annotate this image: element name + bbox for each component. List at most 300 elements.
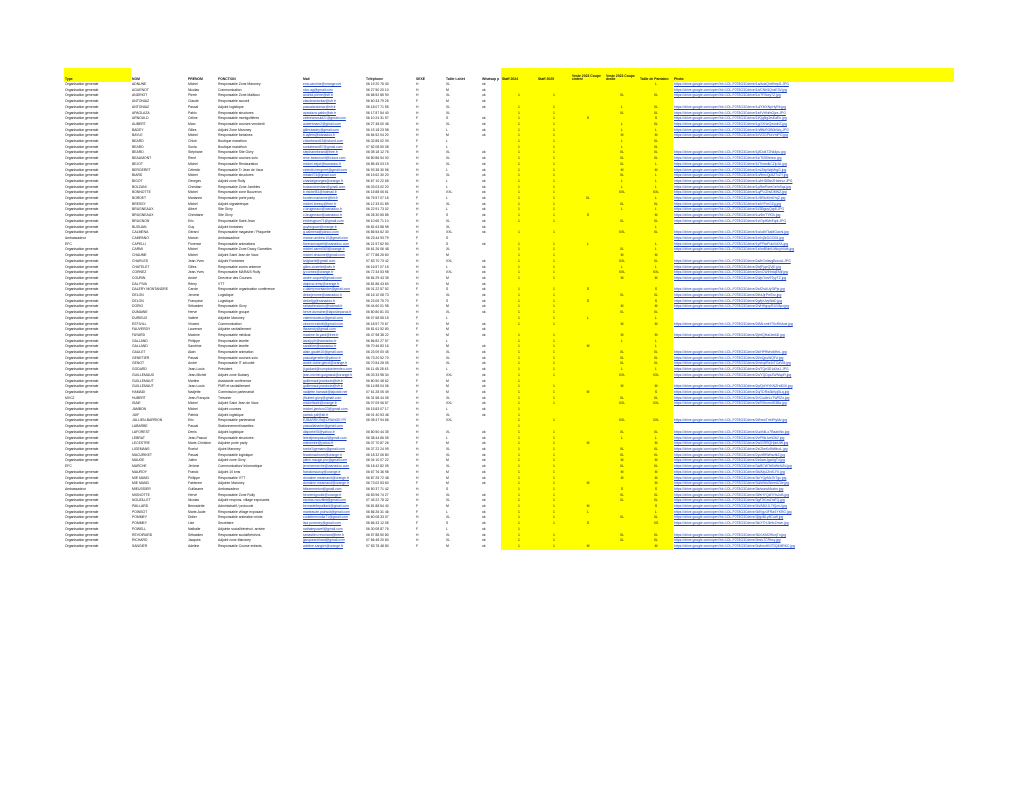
cell-nom: BEARD [132,139,144,144]
cell-photo[interactable]: https://drive.google.com/open?id=1OL-F0T8G3Cdrive/2k/HPf9vhx6HnL.jpg [674,350,787,355]
cell-photo[interactable]: https://drive.google.com/open?id=1OL-F0T8G3Cdrive/1z/lmBNmUrNuyhVdk.jpg [674,247,795,252]
cell-mail[interactable]: florencecapelli@wanadoo.com [303,241,350,246]
cell-mail[interactable]: stephanebeard@free.fr [303,150,338,155]
cell-taille-tshirt: XL [446,224,451,229]
cell-veste-droite: L [605,265,639,271]
cell-photo[interactable]: https://drive.google.com/open?id=1OL-F0T8G3Cdrive/2s/RJbvrmW3Ba.jpg [674,401,787,406]
cell-staff-2025: 1 [537,493,571,499]
cell-photo[interactable]: https://drive.google.com/open?id=1OL-F0T8G3Cdrive/2r/CsdbrLcTWRZo.jpg [674,395,790,400]
cell-taille-pantalon: XL [639,293,673,299]
cell-photo[interactable]: https://drive.google.com/open?id=1OL-F0T8G3Cdrive/3e/sszwMczbn.jpg [674,486,784,491]
cell-photo[interactable]: https://drive.google.com/open?id=1OL-F0T8G3Cdrive/2z/kwnJgaXgTv.jpg [674,458,785,463]
cell-tel: 06 07 70 87 26 [366,441,389,446]
cell-nom: BAYLE [132,133,143,138]
cell-photo[interactable]: https://drive.google.com/open?id=1OL-F0T8G3Cdrive/2y/ztfHWrtszfkZ.jpg [674,452,786,457]
cell-photo[interactable]: https://drive.google.com/open?id=1OL-F0T8G3Cdrive/3f/eHYQzRYtsJoB.jpg [674,492,789,497]
cell-photo[interactable]: https://drive.google.com/open?id=1OL-F0T8G3Cdrive/3a/8CWTeBrWeNZd.jpg [674,464,792,469]
cell-staff-2025: 1 [537,190,571,196]
cell-sexe: H [416,93,419,98]
cell-mail[interactable]: ericbrugnon71@gmail.com [303,218,344,223]
cell-mail[interactable]: mbiard74@gmail.com [303,173,337,178]
cell-staff-2024: 1 [501,179,537,185]
cell-mail[interactable]: delonjerome@wanadoo.fr [303,293,342,298]
cell-mail[interactable]: dalpiva.remy@orange.fr [303,281,340,286]
cell-photo[interactable]: https://drive.google.com/open?id=1OL-F0T8G3Cdrive/1p/5mRcreGefnSqs.jpg [674,184,791,189]
cell-prenom: Michel [188,161,198,166]
cell-mail[interactable]: jfhubert.givry@gmail.com [303,395,342,400]
cell-photo[interactable]: https://drive.google.com/open?id=1OL-F0T8G3Cdrive/2g/fpUvyWaD.jpg [674,298,782,303]
cell-veste-droite: XL [605,361,639,367]
cell-mail[interactable]: michelisaie@orange.fr [303,401,337,406]
cell-photo[interactable]: https://drive.google.com/open?id=1OL-F0T8G3Cdrive/1a/AdzQnWmpG.JPG [674,82,789,86]
cell-taille-pantalon: L [639,436,673,442]
cell-staff-2024: 1 [501,344,537,350]
cell-staff-2025: 1 [537,441,571,447]
cell-whatsapp: ok [482,213,486,218]
cell-staff-2024: 1 [501,441,537,447]
cell-veste-droite: M [605,384,639,390]
cell-prenom: Michel [188,201,198,206]
cell-mail[interactable]: pascalantoniaz@sfr.fr [303,104,336,109]
cell-taille-pantalon: L [639,207,673,213]
cell-type: Organisation generale [65,93,99,98]
cell-mail[interactable]: lavaly.ph@wanadoo.fr [303,338,337,343]
cell-whatsapp: ok [482,389,486,394]
cell-mail[interactable]: mlecestre@yahoo.fr [303,441,334,446]
cell-taille-pantalon: XL [639,145,673,151]
cell-sexe: H [416,82,419,86]
cell-prenom: Denis [188,429,197,434]
cell-veste-droite: L [605,185,639,191]
cell-photo[interactable]: https://drive.google.com/open?id=1OL-F0T8G3Cdrive/2o/YQDpxZWNlcpR.jpg [674,372,792,377]
cell-tel: 06 31 58 44 05 [366,395,389,400]
cell-prenom: Claude [188,99,199,104]
cell-staff-2024: 1 [501,219,537,225]
cell-tel: 07 77 88 26 60 [366,253,389,258]
cell-mail[interactable]: marieaude.poinsot@gmail.com [303,509,350,514]
cell-photo[interactable]: https://drive.google.com/open?id=1OL-F0T8G3Cdrive/2l/wQpuWQFd.jpg [674,355,784,360]
cell-photo[interactable]: https://drive.google.com/open?id=1OL-F0T8G3Cdrive/2f/uUjrPmTcc.jpg [674,293,782,298]
cell-fonction: Adjoint signaleteque [218,201,249,206]
cell-mail[interactable]: jean-michel.guignaud@orange.fr [303,372,353,377]
cell-photo[interactable]: https://drive.google.com/open?id=1OL-F0T8G3Cdrive/2b/jFjqxQVjE.jpg [674,264,781,269]
cell-taille-tshirt: XL [446,293,451,298]
cell-mail[interactable]: sandrine@wanadoo.fr [303,344,337,349]
cell-mail[interactable]: EJBARRION@ORANGE.FR [303,418,347,423]
cell-veste-droite: XL [605,533,639,539]
cell-prenom: Michel [188,401,198,406]
cell-fonction: Communication/ Informatique [218,464,263,469]
cell-mail[interactable]: manon.ambinc10@gmail.com [303,235,348,240]
cell-mail[interactable]: vincent.estivill@gmail.com [303,321,343,326]
cell-nom: SANGIER [132,543,148,548]
cell-sexe: F [416,287,419,292]
cell-nom: HAMADI [132,389,146,394]
cell-sexe: H [416,173,419,178]
cell-photo[interactable]: https://drive.google.com/open?id=1OL-F0T8G3Cdrive/1q/PLGNvDMNZ.jpg [674,190,787,195]
cell-veste-cintree: L [571,242,605,248]
cell-mail[interactable]: michel.chaume@gmail.com [303,253,345,258]
cell-mail[interactable]: guillemaut.jeanlouis@sfr.fr [303,384,343,389]
cell-mail[interactable]: lebratjeanpascal@gmail.com [303,435,347,440]
cell-mail[interactable]: sebastiendorio@hotmail.fr [303,304,343,309]
cell-photo[interactable]: https://drive.google.com/open?id=1OL-F0T8G3Cdrive/3l/z1KM2HlvqTn.jpg [674,532,787,537]
cell-type: Organisation generale [65,116,99,121]
cell-taille-tshirt: M [446,304,449,309]
cell-fonction: Président [218,367,233,372]
cell-veste-cintree: S [571,521,605,527]
cell-taille-pantalon: S [639,116,673,122]
cell-mail[interactable]: domaine.meamand@orange.fr [303,481,350,486]
cell-photo[interactable]: https://drive.google.com/open?id=1OL-F0T8G3Cdrive/3j/gxBLy8CuW.jpg [674,515,784,520]
cell-mail[interactable]: chantalgeorges@orange.fr [303,178,344,183]
cell-photo[interactable]: https://drive.google.com/open?id=1OL-F0T8G3Cdrive/1c/7F0kxy7Z.jpg [674,93,781,98]
cell-photo[interactable]: https://drive.google.com/open?id=1OL-F0T8G3Cdrive/1g/JXNzQmcdnZ.jpg [674,121,787,126]
cell-fonction: Responsable courses solo [218,355,258,360]
cell-photo[interactable]: https://drive.google.com/open?id=1OL-F0T8G3Cdrive/1t/3BguyQqr8.JPG [674,207,785,212]
cell-photo[interactable]: https://drive.google.com/open?id=1OL-F0T8G3Cdrive/2p/QdYtYKNZHdDXl.jpg [674,384,793,389]
cell-sexe: H [416,395,419,400]
cell-taille-tshirt: XL [446,532,451,537]
cell-photo[interactable]: https://drive.google.com/open?id=1OL-F0T8G3Cdrive/1h/lBkRGB0bWq.JPG [674,127,789,132]
cell-whatsapp: ok [482,332,486,337]
cell-photo[interactable]: https://drive.google.com/open?id=1OL-F0T8G3Cdrive/1l/TmwdkCZlpJA.jpg [674,161,787,166]
cell-veste-droite: XL [605,493,639,499]
cell-mail[interactable]: celinearnould21@gmail.com [303,116,346,121]
cell-whatsapp: ok [482,475,486,480]
cell-tel: 06 15 88 06 61 [366,190,389,195]
cell-nom: CALMENA [132,230,149,235]
cell-mail[interactable]: bordet.marianne@hit.fr [303,196,338,201]
cell-photo[interactable]: https://drive.google.com/open?id=1OL-F0T8G3Cdrive/2x/ZkeKz8hMnoL.jpg [674,447,788,451]
cell-veste-droite: XL [605,430,639,436]
cell-prenom: Jerome [188,293,200,298]
cell-prenom: Pierre [188,93,198,98]
cell-prenom: Georges [188,178,202,183]
cell-photo[interactable]: https://drive.google.com/open?id=1OL-F0T8G3Cdrive/1o/hHDBtnZHxbrvz.JPG [674,178,793,183]
cell-tel: 06 73 20 52 70 [366,355,389,360]
cell-mail[interactable]: fewalmachuret@orange.fr [303,452,343,457]
cell-type: Organisation generale [65,389,99,394]
cell-photo[interactable]: https://drive.google.com/open?id=1OL-F0T8G3Cdrive/3n/ksuHN7DQ4MRKC.jpg [674,543,795,548]
cell-mail[interactable]: gilles.chatelet@wfc.fr [303,264,336,269]
cell-taille-pantalon: XXL [639,373,673,379]
cell-taille-tshirt: XL [446,150,451,155]
cell-mail[interactable]: soniabeard57@gmail.com [303,144,343,149]
cell-fonction: Responsable Zone Dracy Garnelles [218,247,272,252]
cell-mail[interactable]: dlaporte05@yahoo.fr [303,429,335,434]
cell-tel: 06 61 26 06 48 [366,247,389,252]
cell-photo[interactable]: https://drive.google.com/open?id=1OL-F0T8G3Cdrive/1w/u8rTkaMGaxhl.jpg [674,230,789,235]
cell-taille-pantalon: L [639,185,673,191]
cell-mail[interactable]: bernadettepaillard@gmail.com [303,504,350,509]
cell-taille-pantalon: XL [639,259,673,265]
cell-prenom: Jacques [188,538,201,543]
cell-mail[interactable]: nadjette.hamadi@laposte.net [303,389,348,394]
cell-mail[interactable]: guybuguan@orange.fr [303,224,337,229]
cell-veste-droite: L [605,179,639,185]
cell-mail[interactable]: julien.mauge.pro@gmail.com [303,458,347,463]
cell-mail[interactable]: apaolaza.pablo@sfr.fr [303,110,337,115]
cell-fonction: Responsable structures [218,435,254,440]
cell-nom: REVOIRARD [132,532,153,537]
cell-mail[interactable]: michel.bejot@wanadoo.fr [303,161,342,166]
cell-staff-2025: 1 [537,185,571,191]
cell-mail[interactable]: domaine.meamand@orange.fr [303,475,350,480]
cell-type: Organisation generale [65,441,99,446]
cell-nom: BOLZANI [132,184,147,189]
cell-nom: BRUGNON [132,218,150,223]
cell-veste-droite: L [605,367,639,373]
cell-tel: 06 21 57 62 50 [366,241,389,246]
cell-mail[interactable]: chloebeard15@icloud.com [303,139,344,144]
cell-prenom: Jean-François [188,395,210,400]
cell-type: Organisation generale [65,110,99,115]
cell-mail[interactable]: lvdglaeril@gmail.com [303,258,336,263]
cell-staff-2024: 1 [501,527,537,533]
cell-type: Ambassadeur [65,235,86,240]
cell-mail[interactable]: jeromemarche@wanadoo.com [303,464,350,469]
cell-type: Organisation generale [65,293,99,298]
cell-mail[interactable]: rene.beaumont@icloud.com [303,156,346,161]
cell-fonction: Adjoint logistique [218,429,244,434]
cell-mail[interactable]: michel.carmi060@orange.fr [303,247,345,252]
cell-photo[interactable]: https://drive.google.com/open?id=1OL-F0T8G3Cdrive/1f/QgBg3rsEaEn.jpg [674,116,787,121]
cell-photo[interactable]: https://drive.google.com/open?id=1OL-F0T8G3Cdrive/3m/u7CRhxy.jpg [674,538,781,543]
cell-tel: 06 50 37 71 42 [366,486,389,491]
cell-mail[interactable]: b.aylem@wanadoo.fr [303,133,336,138]
cell-photo[interactable]: https://drive.google.com/open?id=1OL-F0T8G3Cdrive/1r/5RtuKhr6YqZ.jpg [674,196,786,201]
cell-photo[interactable]: https://drive.google.com/open?id=1OL-F0T8G3Cdrive/1d/YMXNpHyRb.jpg [674,104,787,109]
cell-tel: 06 08 47 94 66 [366,418,389,423]
cell-mail[interactable]: alain.gaulet10@gmail.com [303,350,344,355]
cell-photo[interactable]: https://drive.google.com/open?id=1OL-F0T8G3Cdrive/1y/PRwFuloVdXA.jpg [674,241,789,246]
cell-tel: 06 14 88 04 06 [366,384,389,389]
cell-nom: GALLAND [132,344,148,349]
cell-mail[interactable]: aubertmarc2@gmail.com [303,121,341,126]
cell-photo[interactable]: https://drive.google.com/open?id=1OL-F0T8G3Cdrive/3d/sKtfuWmeAGle.jpg [674,481,790,486]
cell-mail[interactable]: ena.caroline@orange.net [303,82,342,86]
cell-veste-droite: M [605,476,639,482]
cell-mail[interactable]: lisa.pommey@gmail.com [303,521,341,526]
cell-prenom: Christiane [188,213,204,218]
cell-taille-pantalon: XXL [639,270,673,276]
cell-mail[interactable]: michel.bressy@free.fr [303,201,337,206]
cell-mail[interactable]: maxime.fa yard@free.fr [303,332,339,337]
cell-photo[interactable]: https://drive.google.com/open?id=1OL-F0T8G3Cdrive/3c/YQpMc7bTgc.jpg [674,475,787,480]
cell-mail[interactable]: pascallabarbe@gmail.com [303,424,344,429]
cell-mail[interactable]: roelof.ligemans@gmail.com [303,447,345,451]
cell-prenom: Nadjette [188,389,201,394]
cell-nom: BEARD [132,144,144,149]
cell-photo[interactable]: https://drive.google.com/open?id=1OL-F0T8G3Cdrive/2c/vCWIHntqEMjf.jpg [674,270,788,275]
cell-photo[interactable]: https://drive.google.com/open?id=1OL-F0T8G3Cdrive/1u/4mTYfGh.jpg [674,213,781,218]
cell-mail[interactable]: andre.claire.genot@orange.fr [303,361,348,366]
cell-mail[interactable]: b.michel51@hotmail.fr [303,190,337,195]
cell-photo[interactable]: https://drive.google.com/open?id=1OL-F0T8G3Cdrive/2h/HHgopR1iV8pv.jpg [674,304,789,309]
cell-mail[interactable]: bolzanichristian@gmail.com [303,184,346,189]
cell-whatsapp: ok [482,178,486,183]
cell-staff-2024: 1 [501,128,537,134]
cell-taille-tshirt: XXL [446,258,453,263]
cell-mail[interactable]: pascalgenetier@yahoo.fr [303,355,341,360]
cell-fonction: Responsable courses vendredi [218,121,265,126]
cell-type: Organisation generale [65,481,99,486]
cell-mail[interactable]: jl.godard@comptoirdemdeu.com [303,367,353,372]
cell-photo[interactable]: https://drive.google.com/open?id=1OL-F0T8G3Cdrive/1m/ZdpWqMrgG.jpg [674,167,787,172]
cell-taille-pantalon: XL [639,111,673,117]
cell-photo[interactable]: https://drive.google.com/open?id=1OL-F0T8G3Cdrive/1n/9mcQp5Z7xZY.jpg [674,173,789,178]
cell-nom: DORIO [132,304,144,309]
cell-staff-2024: 1 [501,379,537,385]
cell-mail[interactable]: valeriedurieux@gmail.com [303,315,344,320]
cell-staff-2024: 1 [501,230,537,236]
cell-tel: 06 27 50 20 10 [366,87,389,92]
cell-staff-2024: 1 [501,498,537,504]
cell-taille-tshirt: XL [446,498,451,503]
cell-type: Organisation generale [65,247,99,252]
cell-photo[interactable]: https://drive.google.com/open?id=1OL-F0T8G3Cdrive/3h/ABXJL7fQznJ.jpg [674,504,787,509]
cell-mail[interactable]: nicolas.nouzillet@gmail.com [303,498,346,503]
cell-veste-droite: M [605,304,639,310]
cell-nom: BRUGNEAUX [132,213,154,218]
cell-mail[interactable]: andre.coquet@gmail.com [303,275,342,280]
cell-type: Organisation generale [65,332,99,337]
cell-photo[interactable]: https://drive.google.com/open?id=1OL-F0T8G3Cdrive/1k/TtSBhmnc.jpg [674,156,782,161]
cell-mail[interactable]: jjacquesrichard@gmail.com [303,538,345,543]
cell-taille-tshirt: XL [446,247,451,252]
cell-photo[interactable]: https://drive.google.com/open?id=1OL-F0T8G3Cdrive/2w/GRRQHpbUW.jpg [674,441,789,446]
cell-photo[interactable]: https://drive.google.com/open?id=1OL-F0T8G3Cdrive/1i/VOGPkxVmPO.jpg [674,133,788,138]
cell-mail[interactable]: hlbumeneton@gmail.com [303,486,342,491]
cell-staff-2024: 1 [501,122,537,128]
cell-sexe: H [416,464,419,469]
cell-mail[interactable]: patrick.juif@sfr.fr [303,412,329,417]
cell-sexe: F [416,196,419,201]
cell-nom: BUGUAN [132,224,147,229]
cell-sexe: F [416,116,419,121]
cell-mail[interactable]: g.calmena@yahoo.com [303,230,339,235]
cell-type: Organisation generale [65,384,99,389]
cell-photo[interactable]: https://drive.google.com/open?id=1OL-F0T8G3Cdrive/2i/MLsmHTKcRbAoe.jpg [674,321,793,326]
cell-mail[interactable]: lfauverdy@gmail.com [303,327,336,332]
cell-staff-2024: 1 [501,515,537,521]
cell-whatsapp: ok [482,293,486,298]
cell-staff-2025: 1 [537,162,571,168]
cell-taille-tshirt: XXL [446,190,453,195]
cell-mail[interactable]: herve.dumaine@laposteparus.fr [303,310,352,315]
cell-prenom: Françoise [188,298,203,303]
cell-prenom: Albert [188,207,197,212]
cell-fonction: Ajoint Maroney [218,447,241,451]
cell-mail[interactable]: c.dalerymontandre@gmail.com [303,287,350,292]
cell-fonction: Adjoint zone Buxtary [218,372,250,377]
cell-photo[interactable]: https://drive.google.com/open?id=1OL-F0T8G3Cdrive/2v/PMrJwhOb2.jpg [674,435,785,440]
cell-mail[interactable]: michel.jambon23@gmail.com [303,407,348,412]
cell-sexe: H [416,418,419,423]
cell-fonction: Responsable magasine / Plaquette [218,230,271,235]
cell-photo[interactable]: https://drive.google.com/open?id=1OL-F0T8G3Cdrive/3i/lVgz3FRaSYKRO.jpg [674,509,792,514]
cell-sexe: H [416,281,419,286]
cell-mail[interactable]: guillemaut.jeanlouis@sfr.fr [303,378,343,383]
cell-staff-2024: 1 [501,453,537,459]
cell-photo[interactable]: https://drive.google.com/open?id=1OL-F0T8G3Cdrive/1x/Ivj3rDGCK6.jpg [674,235,784,240]
cell-fonction: Responsable village exposant [218,509,264,514]
cell-mail[interactable]: celestin.bergeret@gmail.com [303,167,347,172]
cell-type: Organisation generale [65,161,99,166]
cell-mail[interactable]: nathalepowell@gmail.com [303,526,343,531]
cell-photo[interactable]: https://drive.google.com/open?id=1OL-F0T8G3Cdrive/2t/hwnTmhFtyMz.jpg [674,418,788,423]
cell-photo[interactable]: https://drive.google.com/open?id=1OL-F0T8G3Cdrive/3g/lTtGmZmFQ.jpg [674,498,785,503]
cell-photo[interactable]: https://drive.google.com/open?id=1OL-F0T8G3Cdrive/2m/nqtRz4vTCaVM.jpg [674,361,791,366]
cell-fonction: Adjoint Zone Maroney [218,127,252,132]
cell-photo[interactable]: https://drive.google.com/open?id=1OL-F0T8G3Cdrive/2n/TQe3D1dXa1.JPG [674,367,789,372]
cell-fonction: Boutique marathon [218,139,247,144]
cell-fonction: Boutique marathon [218,144,247,149]
cell-photo[interactable]: https://drive.google.com/open?id=1OL-F0T8G3Cdrive/2e/lZsAUyStPjs.jpg [674,287,785,292]
cell-photo[interactable]: https://drive.google.com/open?id=1OL-F0T8G3Cdrive/3b/AfpJZrxEJYI.jpg [674,469,785,474]
cell-prenom: Fabienne [188,481,203,486]
cell-fonction: Logistique [218,298,234,303]
cell-nom: ANTONIAZ [132,104,150,109]
cell-mail[interactable]: delonfjg@wanadoo.fr [303,298,336,303]
cell-fonction: Responsable structures [218,173,254,178]
cell-tel: 06 37 22 24 09 [366,447,389,451]
cell-photo[interactable]: https://drive.google.com/open?id=1OL-F0T8G3Cdrive/1s/kYFmGZg.jpg [674,201,782,206]
cell-fonction: Responsable courses solo [218,156,258,161]
cell-photo[interactable]: https://drive.google.com/open?id=1OL-F0T8G3Cdrive/2d/pOmv9TyyTZ.jpg [674,275,787,280]
cell-staff-2024: 1 [501,270,537,276]
cell-mail[interactable]: andriot.pierre@sfr.fr [303,93,334,98]
cell-type: Organisation generale [65,150,99,155]
cell-mail[interactable]: coutetemondia71@gmail.com [303,515,348,520]
cell-photo[interactable]: https://drive.google.com/open?id=1OL-F0T8G3Cdrive/2a/hGnIavgBocoA.JPG [674,258,791,263]
cell-mail[interactable]: nico.ag@gmail.com [303,87,333,92]
cell-type: Organisation generale [65,287,99,292]
cell-photo[interactable]: https://drive.google.com/open?id=1OL-F0T8G3Cdrive/2j/nfQHalJxnkD.jpg [674,332,785,337]
cell-photo[interactable]: https://drive.google.com/open?id=1OL-F0T8G3Cdrive/2u/zNlLo7RaahWc.jpg [674,429,790,434]
cell-mail[interactable]: c.brugneaux@wanadoo.fr [303,213,342,218]
cell-mail[interactable]: franckmauroy@orange.fr [303,469,341,474]
cell-mail[interactable]: adeline.sangier@orange.fr [303,543,344,548]
cell-photo[interactable]: https://drive.google.com/open?id=1OL-F0T8G3Cdrive/1j/tDd4T2Nk4pu.jpg [674,150,786,155]
cell-veste-droite: XL [605,156,639,162]
cell-staff-2025: 1 [537,270,571,276]
header-row [64,68,954,82]
cell-mail[interactable]: sebastien.revoirard@free.fr [303,532,345,537]
cell-staff-2024: 1 [501,407,537,413]
cell-photo[interactable]: https://drive.google.com/open?id=1OL-F0T8G3Cdrive/2q/7DRw3kKpj5Lq.jpg [674,389,790,394]
cell-staff-2024: 1 [501,476,537,482]
cell-mail[interactable]: claudeantoniaz@sfr.fr [303,99,336,104]
cell-mail[interactable]: gillesbadey@gmail.com [303,127,339,132]
cell-staff-2024: 1 [501,413,537,419]
cell-type: MVC2 [65,395,75,400]
cell-type: Organisation generale [65,201,99,206]
cell-photo[interactable]: https://drive.google.com/open?id=1OL-F0T8G3Cdrive/3k/XTHJbHzZmvh.jpg [674,521,789,526]
cell-tel: 06 15 83 07 17 [366,407,389,412]
cell-photo[interactable]: https://drive.google.com/open?id=1OL-F0T8G3Cdrive/1e/IVHNrbGjzs.JPG [674,110,786,115]
cell-mail[interactable]: jy.cornez@orange.fr [303,270,334,275]
cell-photo[interactable]: https://drive.google.com/open?id=1OL-F0T8G3Cdrive/1v/OpHMxFqrk.JPG [674,218,787,223]
cell-staff-2024: 1 [501,361,537,367]
cell-mail[interactable]: hervemignotte@orange.fr [303,492,342,497]
cell-type: Organisation generale [65,264,99,269]
cell-type: Organisation generale [65,139,99,144]
cell-mail[interactable]: c.brugneaux@wanadoo.fr [303,207,342,212]
cell-prenom: Michel [188,82,198,86]
cell-photo[interactable]: https://drive.google.com/open?id=1OL-F0T8G3Cdrive/1b/CNh5QnzE3V.jpg [674,87,787,92]
